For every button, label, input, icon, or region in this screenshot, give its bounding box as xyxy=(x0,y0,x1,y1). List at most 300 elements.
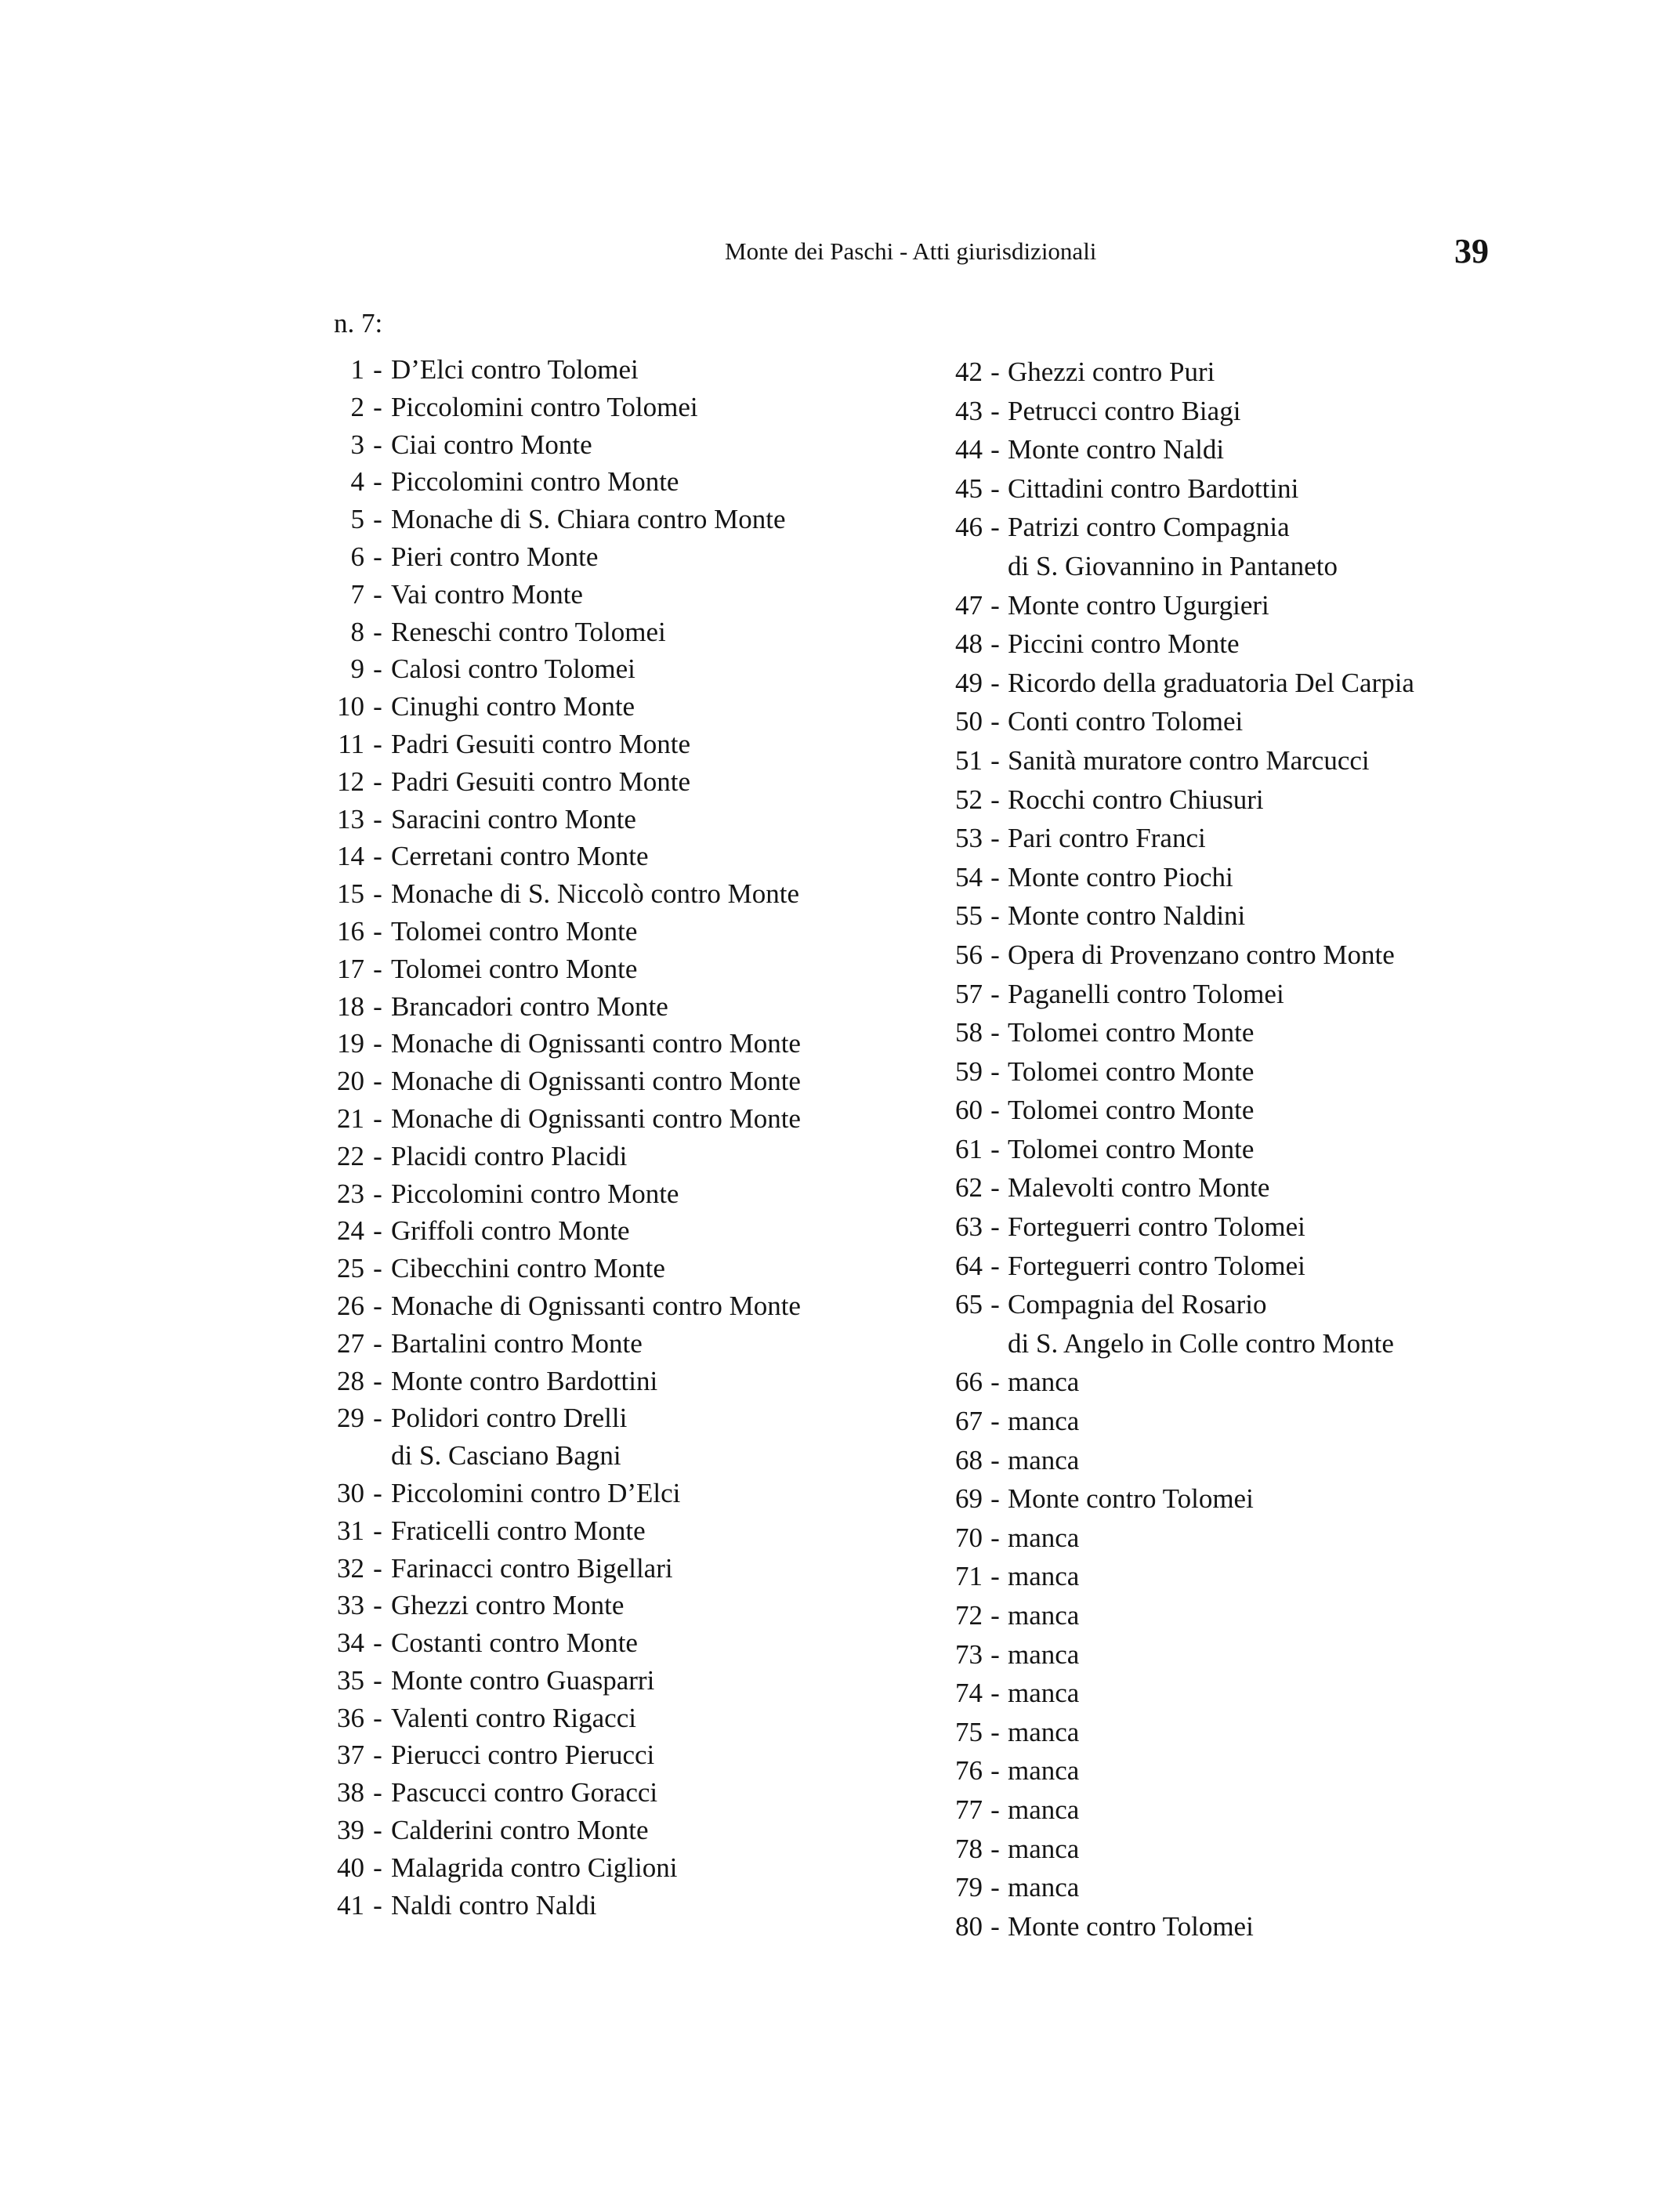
list-item xyxy=(313,1812,801,1849)
entry-text: Reneschi contro Tolomei xyxy=(391,616,666,647)
entry-number: 32 xyxy=(337,1552,364,1584)
entry-separator: - xyxy=(990,744,1000,776)
entry-text: Sanità muratore contro Marcucci xyxy=(1008,744,1370,776)
entry-continuation xyxy=(929,547,1414,586)
entry-text: Padri Gesuiti contro Monte xyxy=(391,728,691,759)
entry-list-left xyxy=(313,351,801,1924)
list-item xyxy=(929,469,1414,509)
entry-separator: - xyxy=(373,1852,382,1883)
list-item xyxy=(929,1635,1414,1674)
entry-separator: - xyxy=(990,1833,1000,1864)
entry-text: manca xyxy=(1008,1600,1080,1631)
entry-separator: - xyxy=(990,1133,1000,1164)
entry-separator: - xyxy=(990,1872,1000,1903)
entry-number: 8 xyxy=(350,616,364,647)
entry-number: 44 xyxy=(955,434,983,465)
list-item xyxy=(313,1512,801,1550)
entry-text: Pieri contro Monte xyxy=(391,541,599,572)
entry-separator: - xyxy=(373,1102,382,1134)
list-item xyxy=(929,1713,1414,1752)
entry-number: 25 xyxy=(337,1253,364,1284)
entry-number: 17 xyxy=(337,953,364,984)
entry-text: manca xyxy=(1008,1794,1080,1825)
section-label: n. 7: xyxy=(334,308,383,339)
list-item xyxy=(929,1751,1414,1790)
entry-number: 78 xyxy=(955,1833,983,1864)
entry-text: Compagnia del Rosario xyxy=(1008,1289,1267,1320)
list-item xyxy=(313,875,801,913)
entry-separator: - xyxy=(373,728,382,759)
list-item xyxy=(313,1736,801,1774)
list-item xyxy=(313,988,801,1026)
entry-text: Piccolomini contro Monte xyxy=(391,466,679,498)
entry-number: 15 xyxy=(337,878,364,910)
entry-text: Costanti contro Monte xyxy=(391,1627,638,1659)
list-item xyxy=(313,576,801,614)
entry-number: 10 xyxy=(337,691,364,722)
entry-number: 72 xyxy=(955,1600,983,1631)
list-item xyxy=(313,1287,801,1325)
list-item xyxy=(313,463,801,501)
entry-separator: - xyxy=(373,841,382,872)
list-item xyxy=(929,1363,1414,1402)
list-item xyxy=(929,741,1414,780)
list-item xyxy=(313,1138,801,1175)
list-item xyxy=(313,1662,801,1700)
list-item xyxy=(929,1519,1414,1558)
entry-number: 18 xyxy=(337,990,364,1022)
list-item xyxy=(313,1700,801,1737)
list-item xyxy=(313,1063,801,1100)
entry-text: Monte contro Piochi xyxy=(1008,861,1233,892)
entry-text: Opera di Provenzano contro Monte xyxy=(1008,939,1395,970)
list-item xyxy=(929,1285,1414,1324)
list-item xyxy=(313,1250,801,1287)
entry-number: 22 xyxy=(337,1140,364,1171)
entry-text: di S. Casciano Bagni xyxy=(391,1440,621,1472)
list-item xyxy=(313,950,801,988)
entry-separator: - xyxy=(373,1178,382,1209)
entry-text: Piccini contro Monte xyxy=(1008,628,1240,660)
entry-separator: - xyxy=(990,512,1000,543)
entry-text: Vai contro Monte xyxy=(391,578,583,610)
list-item xyxy=(313,838,801,875)
entry-text: Valenti contro Rigacci xyxy=(391,1702,636,1733)
entry-number: 29 xyxy=(337,1403,364,1434)
entry-text: Cinughi contro Monte xyxy=(391,691,635,722)
entry-separator: - xyxy=(373,391,382,422)
list-item xyxy=(929,975,1414,1014)
entry-number: 38 xyxy=(337,1777,364,1808)
entry-separator: - xyxy=(990,1211,1000,1243)
list-item xyxy=(313,1475,801,1512)
entry-number: 7 xyxy=(350,578,364,610)
entry-separator: - xyxy=(990,1055,1000,1087)
entry-text: Cibecchini contro Monte xyxy=(391,1253,665,1284)
entry-separator: - xyxy=(373,803,382,835)
entry-separator: - xyxy=(373,1815,382,1846)
entry-separator: - xyxy=(990,939,1000,970)
entry-number: 28 xyxy=(337,1365,364,1396)
entry-text: Cerretani contro Monte xyxy=(391,841,649,872)
entry-number: 34 xyxy=(337,1627,364,1659)
list-item xyxy=(929,1557,1414,1596)
entry-number: 21 xyxy=(337,1102,364,1134)
entry-text: Monache di S. Chiara contro Monte xyxy=(391,504,786,535)
entry-separator: - xyxy=(990,628,1000,660)
entry-text: di S. Angelo in Colle contro Monte xyxy=(1008,1327,1394,1359)
entry-text: Ghezzi contro Monte xyxy=(391,1590,625,1621)
entry-number: 3 xyxy=(350,429,364,460)
list-item xyxy=(313,1325,801,1363)
entry-separator: - xyxy=(990,1172,1000,1204)
list-item xyxy=(929,625,1414,664)
entry-separator: - xyxy=(990,706,1000,737)
entry-number: 30 xyxy=(337,1477,364,1508)
list-item xyxy=(929,1207,1414,1247)
entry-separator: - xyxy=(373,1740,382,1771)
entry-number: 13 xyxy=(337,803,364,835)
entry-text: Forteguerri contro Tolomei xyxy=(1008,1250,1305,1281)
list-item xyxy=(313,688,801,726)
entry-separator: - xyxy=(373,1290,382,1321)
entry-text: manca xyxy=(1008,1522,1080,1553)
entry-text: Petrucci contro Biagi xyxy=(1008,395,1241,426)
entry-text: Ciai contro Monte xyxy=(391,429,592,460)
list-item xyxy=(313,614,801,651)
entry-number: 56 xyxy=(955,939,983,970)
entry-number: 48 xyxy=(955,628,983,660)
entry-text: manca xyxy=(1008,1638,1080,1670)
list-item xyxy=(929,430,1414,469)
entry-number: 39 xyxy=(337,1815,364,1846)
entry-number: 63 xyxy=(955,1211,983,1243)
entry-text: Tolomei contro Monte xyxy=(1008,1095,1255,1126)
entry-text: Tolomei contro Monte xyxy=(391,915,638,947)
list-item xyxy=(929,1247,1414,1286)
entry-separator: - xyxy=(990,1910,1000,1942)
entry-separator: - xyxy=(373,953,382,984)
entry-number: 50 xyxy=(955,706,983,737)
list-item xyxy=(929,664,1414,703)
list-item xyxy=(929,1479,1414,1519)
entry-text: Calosi contro Tolomei xyxy=(391,653,635,685)
list-item xyxy=(929,1052,1414,1092)
entry-text: Rocchi contro Chiusuri xyxy=(1008,784,1264,815)
entry-text: Monte contro Ugurgieri xyxy=(1008,589,1269,621)
entry-text: Monte contro Tolomei xyxy=(1008,1910,1254,1942)
entry-text: Tolomei contro Monte xyxy=(1008,1133,1255,1164)
entry-text: Piccolomini contro Tolomei xyxy=(391,391,698,422)
entry-number: 20 xyxy=(337,1066,364,1097)
entry-number: 14 xyxy=(337,841,364,872)
list-item xyxy=(313,389,801,426)
entry-text: Tolomei contro Monte xyxy=(391,953,638,984)
entry-separator: - xyxy=(373,1403,382,1434)
list-item xyxy=(313,1025,801,1063)
entry-number: 11 xyxy=(338,728,364,759)
entry-number: 76 xyxy=(955,1755,983,1787)
list-item xyxy=(313,1624,801,1662)
entry-separator: - xyxy=(990,1678,1000,1709)
entry-separator: - xyxy=(373,1140,382,1171)
list-item xyxy=(313,1212,801,1250)
list-item xyxy=(929,1830,1414,1869)
entry-separator: - xyxy=(373,1066,382,1097)
entry-separator: - xyxy=(990,1638,1000,1670)
page-number: 39 xyxy=(1454,232,1489,270)
entry-separator: - xyxy=(990,1600,1000,1631)
list-item xyxy=(313,763,801,801)
entry-separator: - xyxy=(990,1483,1000,1515)
entry-separator: - xyxy=(373,653,382,685)
entry-number: 9 xyxy=(350,653,364,685)
entry-text: Tolomei contro Monte xyxy=(1008,1055,1255,1087)
entry-text: Monache di Ognissanti contro Monte xyxy=(391,1290,801,1321)
entry-number: 55 xyxy=(955,900,983,932)
list-item xyxy=(313,501,801,538)
entry-text: Monache di Ognissanti contro Monte xyxy=(391,1028,801,1059)
list-item xyxy=(313,1175,801,1213)
list-item xyxy=(929,858,1414,897)
entry-number: 36 xyxy=(337,1702,364,1733)
list-item xyxy=(313,426,801,464)
entry-text: Fraticelli contro Monte xyxy=(391,1515,646,1546)
entry-number: 57 xyxy=(955,978,983,1009)
entry-text: Pascucci contro Goracci xyxy=(391,1777,658,1808)
entry-separator: - xyxy=(373,766,382,797)
entry-number: 4 xyxy=(350,466,364,498)
entry-number: 58 xyxy=(955,1017,983,1048)
entry-text: manca xyxy=(1008,1406,1080,1437)
entry-number: 40 xyxy=(337,1852,364,1883)
entry-separator: - xyxy=(373,504,382,535)
list-item xyxy=(929,1402,1414,1441)
entry-separator: - xyxy=(373,1627,382,1659)
entry-text: di S. Giovannino in Pantaneto xyxy=(1008,550,1338,581)
entry-number: 77 xyxy=(955,1794,983,1825)
entry-separator: - xyxy=(373,1215,382,1247)
entry-separator: - xyxy=(373,915,382,947)
entry-separator: - xyxy=(373,1664,382,1696)
list-item xyxy=(929,780,1414,820)
entry-number: 61 xyxy=(955,1133,983,1164)
entry-separator: - xyxy=(373,1590,382,1621)
list-item xyxy=(929,1130,1414,1169)
list-item xyxy=(929,1868,1414,1907)
entry-number: 47 xyxy=(955,589,983,621)
entry-number: 75 xyxy=(955,1716,983,1747)
entry-separator: - xyxy=(373,1028,382,1059)
entry-separator: - xyxy=(373,1552,382,1584)
entry-continuation xyxy=(313,1437,801,1475)
entry-text: Monte contro Naldi xyxy=(1008,434,1225,465)
entry-number: 54 xyxy=(955,861,983,892)
entry-text: Bartalini contro Monte xyxy=(391,1327,643,1359)
entry-text: Griffoli contro Monte xyxy=(391,1215,630,1247)
entry-number: 23 xyxy=(337,1178,364,1209)
entry-text: Forteguerri contro Tolomei xyxy=(1008,1211,1305,1243)
entry-text: Monte contro Guasparri xyxy=(391,1664,655,1696)
entry-separator: - xyxy=(990,434,1000,465)
entry-text: Tolomei contro Monte xyxy=(1008,1017,1255,1048)
entry-number: 69 xyxy=(955,1483,983,1515)
entry-number: 37 xyxy=(337,1740,364,1771)
entry-separator: - xyxy=(990,589,1000,621)
list-item xyxy=(929,1596,1414,1635)
entry-separator: - xyxy=(373,466,382,498)
list-item xyxy=(313,726,801,763)
entry-text: Monache di Ognissanti contro Monte xyxy=(391,1066,801,1097)
entry-text: Brancadori contro Monte xyxy=(391,990,668,1022)
list-item xyxy=(929,896,1414,936)
entry-number: 27 xyxy=(337,1327,364,1359)
entry-separator: - xyxy=(373,1365,382,1396)
entry-separator: - xyxy=(373,429,382,460)
entry-text: Monte contro Bardottini xyxy=(391,1365,658,1396)
entry-separator: - xyxy=(373,1327,382,1359)
entry-text: Saracini contro Monte xyxy=(391,803,636,835)
entry-number: 12 xyxy=(337,766,364,797)
entry-number: 46 xyxy=(955,512,983,543)
entry-text: manca xyxy=(1008,1444,1080,1475)
entry-separator: - xyxy=(990,472,1000,504)
entry-separator: - xyxy=(373,1702,382,1733)
entry-text: D’Elci contro Tolomei xyxy=(391,354,639,385)
entry-number: 73 xyxy=(955,1638,983,1670)
list-item xyxy=(929,1091,1414,1130)
list-item xyxy=(929,1790,1414,1830)
entry-separator: - xyxy=(990,1095,1000,1126)
entry-number: 1 xyxy=(350,354,364,385)
entry-number: 65 xyxy=(955,1289,983,1320)
entry-separator: - xyxy=(373,691,382,722)
entry-text: Paganelli contro Tolomei xyxy=(1008,978,1284,1009)
entry-separator: - xyxy=(990,1017,1000,1048)
entry-text: Piccolomini contro Monte xyxy=(391,1178,679,1209)
entry-number: 52 xyxy=(955,784,983,815)
entry-number: 60 xyxy=(955,1095,983,1126)
list-item xyxy=(929,1907,1414,1946)
entry-number: 26 xyxy=(337,1290,364,1321)
entry-text: Ricordo della graduatoria Del Carpia xyxy=(1008,667,1414,698)
list-item xyxy=(929,508,1414,547)
entry-text: Monache di Ognissanti contro Monte xyxy=(391,1102,801,1134)
entry-separator: - xyxy=(990,1522,1000,1553)
entry-separator: - xyxy=(990,1289,1000,1320)
entry-separator: - xyxy=(990,861,1000,892)
entry-continuation xyxy=(929,1324,1414,1363)
entry-separator: - xyxy=(373,1515,382,1546)
entry-separator: - xyxy=(373,354,382,385)
entry-separator: - xyxy=(373,878,382,910)
list-item xyxy=(313,1849,801,1887)
entry-number: 35 xyxy=(337,1664,364,1696)
list-item xyxy=(929,1674,1414,1713)
entry-number: 59 xyxy=(955,1055,983,1087)
list-item xyxy=(929,702,1414,741)
entry-separator: - xyxy=(990,395,1000,426)
entry-number: 53 xyxy=(955,823,983,854)
entry-separator: - xyxy=(990,978,1000,1009)
list-item xyxy=(313,1587,801,1624)
entry-separator: - xyxy=(990,900,1000,932)
list-item xyxy=(929,353,1414,392)
list-item xyxy=(313,1399,801,1437)
entry-text: Padri Gesuiti contro Monte xyxy=(391,766,691,797)
entry-number: 70 xyxy=(955,1522,983,1553)
entry-number: 62 xyxy=(955,1172,983,1204)
entry-text: Calderini contro Monte xyxy=(391,1815,649,1846)
entry-text: Pari contro Franci xyxy=(1008,823,1206,854)
list-item xyxy=(313,1363,801,1400)
entry-number: 6 xyxy=(350,541,364,572)
entry-text: Malevolti contro Monte xyxy=(1008,1172,1270,1204)
list-item xyxy=(313,1887,801,1924)
entry-text: Pierucci contro Pierucci xyxy=(391,1740,655,1771)
list-item xyxy=(313,1100,801,1138)
entry-number: 80 xyxy=(955,1910,983,1942)
entry-text: Cittadini contro Bardottini xyxy=(1008,472,1299,504)
entry-separator: - xyxy=(990,1794,1000,1825)
entry-separator: - xyxy=(373,1889,382,1921)
entry-text: Ghezzi contro Puri xyxy=(1008,357,1215,387)
entry-number: 66 xyxy=(955,1367,983,1398)
entry-text: Monte contro Tolomei xyxy=(1008,1483,1254,1515)
entry-number: 67 xyxy=(955,1406,983,1437)
running-title: Monte dei Paschi - Atti giurisdizionali xyxy=(725,237,1097,265)
entry-separator: - xyxy=(373,1777,382,1808)
entry-text: manca xyxy=(1008,1716,1080,1747)
entry-number: 24 xyxy=(337,1215,364,1247)
list-item xyxy=(313,1774,801,1812)
entry-number: 31 xyxy=(337,1515,364,1546)
entry-separator: - xyxy=(373,578,382,610)
entry-number: 74 xyxy=(955,1678,983,1709)
entry-number: 16 xyxy=(337,915,364,947)
entry-number: 43 xyxy=(955,395,983,426)
entry-number: 2 xyxy=(350,391,364,422)
entry-text: Monache di S. Niccolò contro Monte xyxy=(391,878,800,910)
entry-text: Monte contro Naldini xyxy=(1008,900,1246,932)
entry-text: Piccolomini contro D’Elci xyxy=(391,1477,681,1508)
entry-text: Polidori contro Drelli xyxy=(391,1403,628,1434)
list-item xyxy=(929,1441,1414,1480)
entry-text: Malagrida contro Ciglioni xyxy=(391,1852,678,1883)
entry-text: Patrizi contro Compagnia xyxy=(1008,512,1290,543)
entry-separator: - xyxy=(990,823,1000,854)
entry-separator: - xyxy=(373,990,382,1022)
entry-separator: - xyxy=(990,1250,1000,1281)
entry-text: manca xyxy=(1008,1561,1080,1592)
entry-number: 49 xyxy=(955,667,983,698)
entry-number: 64 xyxy=(955,1250,983,1281)
list-item xyxy=(313,538,801,576)
entry-separator: - xyxy=(990,1561,1000,1592)
entry-separator: - xyxy=(990,1716,1000,1747)
entry-number: 19 xyxy=(337,1028,364,1059)
entry-text: Placidi contro Placidi xyxy=(391,1140,628,1171)
entry-text: Conti contro Tolomei xyxy=(1008,706,1244,737)
list-item xyxy=(929,819,1414,858)
entry-separator: - xyxy=(990,784,1000,815)
entry-separator: - xyxy=(990,357,1000,387)
list-item xyxy=(313,801,801,838)
entry-separator: - xyxy=(990,1755,1000,1787)
list-item xyxy=(929,1013,1414,1052)
entry-separator: - xyxy=(373,541,382,572)
entry-number: 42 xyxy=(955,357,983,387)
